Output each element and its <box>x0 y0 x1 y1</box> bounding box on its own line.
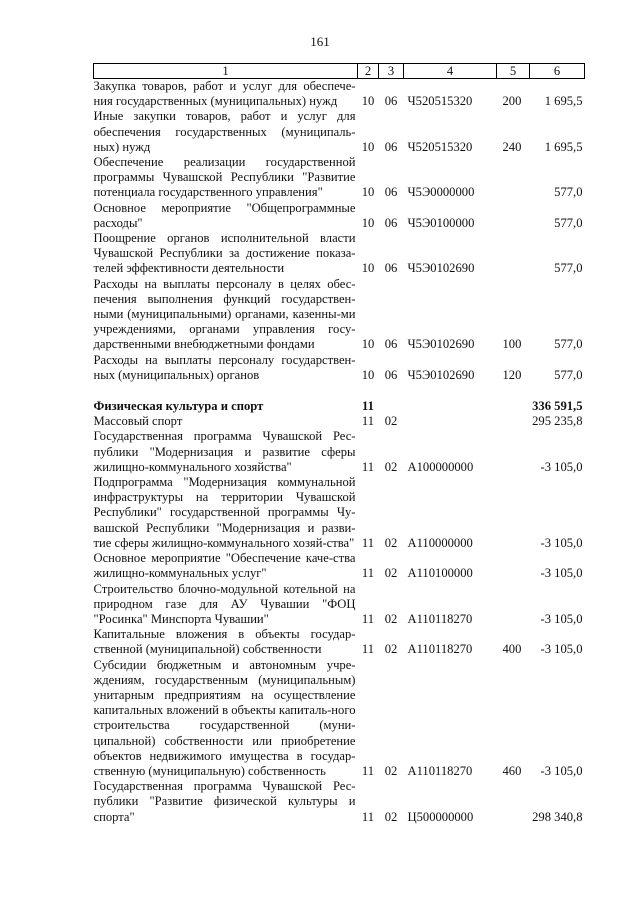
table-row <box>94 277 585 353</box>
row-amount: -3 105,0 <box>540 459 583 474</box>
row-name: Поощрение органов исполнительной власти Чувашской Республики за достижение показа-телей эффективности деятельности <box>93 231 356 276</box>
column-number-5: 5 <box>497 64 530 79</box>
row-target-code: А100000000 <box>407 459 474 474</box>
row-target-code: Ч5Э0102690 <box>407 367 475 382</box>
row-target-code: А110100000 <box>407 566 473 581</box>
row-amount: 1 695,5 <box>544 139 583 154</box>
row-target-code: А110118270 <box>407 763 473 778</box>
row-subsection: 06 <box>384 94 398 109</box>
table-row <box>94 109 585 155</box>
header-row <box>94 64 585 79</box>
table-row <box>94 353 585 383</box>
row-subsection: 06 <box>384 367 398 382</box>
row-amount: 577,0 <box>554 215 583 230</box>
row-expense-type <box>497 582 530 628</box>
row-amount: 577,0 <box>554 337 583 352</box>
page-number: 161 <box>310 34 330 49</box>
row-subsection: 02 <box>384 566 398 581</box>
row-subsection: 02 <box>384 809 398 824</box>
row-subsection: 02 <box>384 763 398 778</box>
row-name: Субсидии бюджетным и автономным учре-ждениям, государственным (муниципальным) унитарным предприятиям на осуществление капитальных вложений в объекты капиталь-ного строительства государственной (муни-ципальной) собственности или приобретение объектов недвижимого имущества в государ-ственную (муниципальную) собственность <box>93 657 356 778</box>
row-amount: -3 105,0 <box>540 611 583 626</box>
column-number-4: 4 <box>404 64 497 79</box>
row-section: 10 <box>361 261 375 276</box>
row-amount: 1 695,5 <box>544 94 583 109</box>
row-expense-type <box>497 383 530 399</box>
row-target-code: А110118270 <box>407 611 473 626</box>
row-expense-type <box>497 429 530 475</box>
row-subsection: 02 <box>384 611 398 626</box>
row-amount: 577,0 <box>554 261 583 276</box>
row-target-code: Ч5Э0102690 <box>407 261 475 276</box>
row-expense-type: 460 <box>502 763 522 778</box>
row-target-code: Ч520515320 <box>407 139 473 154</box>
table-row <box>94 383 585 399</box>
row-subsection: 06 <box>384 215 398 230</box>
row-expense-type: 100 <box>502 337 522 352</box>
row-section: 10 <box>361 94 375 109</box>
row-expense-type: 120 <box>502 367 522 382</box>
row-amount: 298 340,8 <box>532 809 583 824</box>
row-section: 11 <box>361 459 375 474</box>
table-row <box>94 231 585 277</box>
row-amount: 577,0 <box>554 185 583 200</box>
row-target-code: А110118270 <box>407 642 473 657</box>
row-subsection <box>379 399 404 414</box>
table-row <box>94 475 585 551</box>
row-name: Основное мероприятие "Общепрограммные расходы" <box>93 200 356 230</box>
row-expense-type <box>497 414 530 429</box>
row-subsection <box>379 383 404 399</box>
row-target-code: Ч5Э0100000 <box>407 215 475 230</box>
row-target-code: А110000000 <box>407 535 473 550</box>
row-target-code: Ч5Э0102690 <box>407 337 475 352</box>
row-target-code <box>404 383 497 399</box>
row-section: 11 <box>361 414 375 429</box>
row-subsection: 06 <box>384 185 398 200</box>
row-section: 10 <box>361 185 375 200</box>
row-target-code <box>404 399 497 414</box>
row-section: 11 <box>361 642 375 657</box>
row-name: Расходы на выплаты персоналу государствен-ных (муниципальных) органов <box>93 352 356 382</box>
row-expense-type <box>497 475 530 551</box>
row-subsection: 06 <box>384 337 398 352</box>
row-name: Физическая культура и спорт <box>93 399 264 414</box>
row-subsection: 02 <box>384 414 398 429</box>
row-name: Государственная программа Чувашской Рес-публики "Развитие физической культуры и спорта" <box>93 779 356 824</box>
column-number-6: 6 <box>530 64 585 79</box>
row-target-code <box>404 414 497 429</box>
row-section: 11 <box>361 611 375 626</box>
row-target-code: Ч520515320 <box>407 94 473 109</box>
row-section: 10 <box>361 367 375 382</box>
row-amount: -3 105,0 <box>540 763 583 778</box>
table-row <box>94 551 585 581</box>
row-name: Строительство блочно-модульной котельной на природном газе для АУ Чувашии "ФОЦ "Росинка" Минспорта Чувашии" <box>93 581 356 626</box>
row-expense-type <box>497 779 530 825</box>
table-body <box>94 79 585 825</box>
row-expense-type <box>497 201 530 231</box>
table-row <box>94 779 585 825</box>
row-amount: 295 235,8 <box>532 414 583 429</box>
row-section: 11 <box>362 399 374 414</box>
row-expense-type <box>497 231 530 277</box>
row-name: Государственная программа Чувашской Рес-публики "Модернизация и развитие сферы жилищно-коммунального хозяйства" <box>93 429 356 474</box>
row-amount: -3 105,0 <box>540 642 583 657</box>
row-name: Основное мероприятие "Обеспечение каче-ства жилищно-коммунальных услуг" <box>93 551 356 581</box>
table-row <box>94 414 585 429</box>
row-section <box>358 383 379 399</box>
row-expense-type: 200 <box>502 94 522 109</box>
column-number-3: 3 <box>379 64 404 79</box>
row-name: Капитальные вложения в объекты государ-ственной (муниципальной) собственности <box>93 627 356 657</box>
row-amount: 577,0 <box>554 367 583 382</box>
row-name <box>94 383 358 399</box>
table-row <box>94 627 585 657</box>
table-header <box>94 64 585 79</box>
row-amount: -3 105,0 <box>540 535 583 550</box>
table-row <box>94 582 585 628</box>
column-number-1: 1 <box>94 64 358 79</box>
row-subsection: 06 <box>384 139 398 154</box>
row-subsection: 02 <box>384 642 398 657</box>
row-name: Массовый спорт <box>93 414 183 429</box>
row-subsection: 02 <box>384 535 398 550</box>
budget-table <box>93 63 585 825</box>
row-section: 11 <box>361 566 375 581</box>
row-section: 11 <box>361 535 375 550</box>
row-expense-type: 240 <box>502 139 522 154</box>
row-name: Подпрограмма "Модернизация коммунальной инфраструктуры на территории Чувашской Республики" государственной программы Чу-вашской Республики "Модернизация и разви-тие сферы жилищно-коммунального хозяй-ства" <box>93 475 356 550</box>
row-target-code: Ч5Э0000000 <box>407 185 475 200</box>
row-subsection: 02 <box>384 459 398 474</box>
row-expense-type <box>497 399 530 414</box>
row-expense-type <box>497 551 530 581</box>
row-section: 11 <box>361 763 375 778</box>
row-expense-type <box>497 155 530 201</box>
table-row <box>94 79 585 110</box>
table-row <box>94 399 585 414</box>
row-name: Расходы на выплаты персоналу в целях обес-печения выполнения функций государствен-ными (муниципальными) органами, казенны-ми учреждениями, органами управления госу-дарственными внебюджетными фондами <box>93 276 356 352</box>
table-row <box>94 429 585 475</box>
row-amount <box>530 383 585 399</box>
row-name: Закупка товаров, работ и услуг для обеспече-ния государственных (муниципальных) нужд <box>93 79 356 109</box>
row-amount: -3 105,0 <box>540 566 583 581</box>
table-row <box>94 201 585 231</box>
row-amount: 336 591,5 <box>532 399 583 414</box>
row-target-code: Ц500000000 <box>407 809 474 824</box>
row-section: 10 <box>361 139 375 154</box>
table-row <box>94 155 585 201</box>
row-expense-type: 400 <box>502 642 522 657</box>
row-name: Обеспечение реализации государственной программы Чувашской Республики "Развитие потенциала государственного управления" <box>93 155 356 200</box>
row-name: Иные закупки товаров, работ и услуг для обеспечения государственных (муниципаль-ных) нужд <box>93 109 356 154</box>
row-subsection: 06 <box>384 261 398 276</box>
column-number-2: 2 <box>358 64 379 79</box>
row-section: 10 <box>361 215 375 230</box>
table-row <box>94 658 585 780</box>
row-section: 10 <box>361 337 375 352</box>
row-section: 11 <box>361 809 375 824</box>
